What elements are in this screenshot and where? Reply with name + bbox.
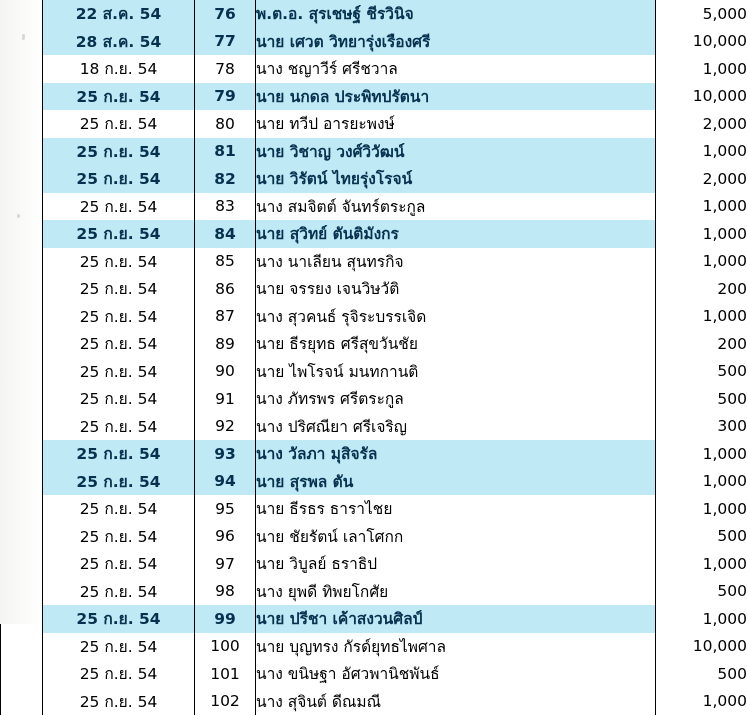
cell-name: นาย ปรีชา เค้าสงวนศิลป์ <box>256 605 656 633</box>
cell-number: 98 <box>195 578 256 606</box>
cell-date: 25 ก.ย. 54 <box>43 303 195 331</box>
table-row <box>1 495 747 523</box>
row-gutter <box>1 303 43 331</box>
cell-number: 85 <box>195 248 256 276</box>
cell-number: 84 <box>195 220 256 248</box>
row-gutter <box>1 138 43 166</box>
cell-number: 97 <box>195 550 256 578</box>
cell-amount: 2,000 <box>656 110 747 138</box>
cell-date: 25 ก.ย. 54 <box>43 440 195 468</box>
cell-date: 25 ก.ย. 54 <box>43 385 195 413</box>
table-row <box>1 220 747 248</box>
cell-name: นาย ไพโรจน์ มนทกานติ <box>256 358 656 386</box>
cell-date: 25 ก.ย. 54 <box>43 83 195 111</box>
cell-amount: 1,000 <box>656 688 747 715</box>
cell-number: 101 <box>195 660 256 688</box>
cell-name: นาง ชญาวีร์ ศรีชวาล <box>256 55 656 83</box>
cell-name: นาง นาเลียน สุนทรกิจ <box>256 248 656 276</box>
row-gutter <box>1 220 43 248</box>
table-row <box>1 275 747 303</box>
cell-name: นาย สุรพล ตัน <box>256 468 656 496</box>
cell-number: 100 <box>195 633 256 661</box>
cell-name: นาย วิบูลย์ ธราธิป <box>256 550 656 578</box>
cell-name: นาง ขนิษฐา อัศวพานิชพันธ์ <box>256 660 656 688</box>
row-gutter <box>1 248 43 276</box>
cell-name: นาง ภัทรพร ศรีตระกูล <box>256 385 656 413</box>
cell-name: นาย วิรัตน์ ไทยรุ่งโรจน์ <box>256 165 656 193</box>
cell-amount: 1,000 <box>656 303 747 331</box>
row-gutter <box>1 440 43 468</box>
cell-amount: 1,000 <box>656 55 747 83</box>
cell-number: 79 <box>195 83 256 111</box>
cell-amount: 300 <box>656 413 747 441</box>
row-gutter <box>1 0 43 28</box>
row-gutter <box>1 550 43 578</box>
cell-number: 90 <box>195 358 256 386</box>
cell-amount: 1,000 <box>656 138 747 166</box>
cell-number: 102 <box>195 688 256 715</box>
row-gutter <box>1 468 43 496</box>
cell-amount: 10,000 <box>656 83 747 111</box>
cell-date: 22 ส.ค. 54 <box>43 0 195 28</box>
cell-name: นาง สุจินต์ ดีณมณี <box>256 688 656 715</box>
row-gutter <box>1 193 43 221</box>
cell-number: 77 <box>195 28 256 56</box>
cell-name: นาง สมจิตต์ จันทร์ตระกูล <box>256 193 656 221</box>
row-gutter <box>1 275 43 303</box>
table-row <box>1 688 747 715</box>
cell-name: นาย บุญทรง กัรด์ยุทธไพศาล <box>256 633 656 661</box>
cell-name: นาย นกดล ประพิทปรัตนา <box>256 83 656 111</box>
cell-name: นาย ชัยรัตน์ เลาโศกก <box>256 523 656 551</box>
cell-name: นาย ธีรธร ธาราไชย <box>256 495 656 523</box>
cell-date: 28 ส.ค. 54 <box>43 28 195 56</box>
table-row <box>1 28 747 56</box>
cell-amount: 1,000 <box>656 440 747 468</box>
cell-date: 25 ก.ย. 54 <box>43 605 195 633</box>
table-row <box>1 440 747 468</box>
cell-amount: 1,000 <box>656 605 747 633</box>
cell-amount: 1,000 <box>656 248 747 276</box>
cell-number: 78 <box>195 55 256 83</box>
cell-date: 25 ก.ย. 54 <box>43 220 195 248</box>
table-row <box>1 0 747 28</box>
cell-name: นาย จรรยง เจนวิษวัติ <box>256 275 656 303</box>
table-row <box>1 138 747 166</box>
cell-amount: 500 <box>656 578 747 606</box>
cell-amount: 500 <box>656 358 747 386</box>
table-row <box>1 633 747 661</box>
row-gutter <box>1 358 43 386</box>
row-gutter <box>1 633 43 661</box>
cell-amount: 200 <box>656 275 747 303</box>
row-gutter <box>1 165 43 193</box>
cell-date: 25 ก.ย. 54 <box>43 358 195 386</box>
cell-date: 25 ก.ย. 54 <box>43 413 195 441</box>
cell-name: นาย เศวต วิทยารุ่งเรืองศรี <box>256 28 656 56</box>
cell-number: 92 <box>195 413 256 441</box>
table-row <box>1 248 747 276</box>
cell-number: 81 <box>195 138 256 166</box>
cell-amount: 10,000 <box>656 633 747 661</box>
cell-number: 93 <box>195 440 256 468</box>
cell-amount: 1,000 <box>656 193 747 221</box>
table-row <box>1 358 747 386</box>
row-gutter <box>1 83 43 111</box>
cell-name: นาง วัลภา มุสิจรัล <box>256 440 656 468</box>
row-gutter <box>1 330 43 358</box>
cell-name: พ.ต.อ. สุรเชษฐ์ ชีรวินิจ <box>256 0 656 28</box>
cell-date: 25 ก.ย. 54 <box>43 248 195 276</box>
cell-name: นาย วิชาญ วงศ์วิวัฒน์ <box>256 138 656 166</box>
row-gutter <box>1 688 43 715</box>
row-gutter <box>1 578 43 606</box>
table-row <box>1 83 747 111</box>
table-row <box>1 660 747 688</box>
cell-number: 91 <box>195 385 256 413</box>
table-row <box>1 578 747 606</box>
table-row <box>1 550 747 578</box>
cell-amount: 2,000 <box>656 165 747 193</box>
cell-amount: 1,000 <box>656 468 747 496</box>
row-gutter <box>1 605 43 633</box>
row-gutter <box>1 28 43 56</box>
cell-date: 25 ก.ย. 54 <box>43 523 195 551</box>
cell-amount: 500 <box>656 660 747 688</box>
cell-name: นาง สุวคนธ์ รุจิระบรรเจิด <box>256 303 656 331</box>
table-row <box>1 523 747 551</box>
cell-number: 82 <box>195 165 256 193</box>
cell-date: 25 ก.ย. 54 <box>43 468 195 496</box>
table-row <box>1 193 747 221</box>
cell-date: 18 ก.ย. 54 <box>43 55 195 83</box>
cell-number: 83 <box>195 193 256 221</box>
cell-name: นาง ยุพดี ทิพยโกศัย <box>256 578 656 606</box>
cell-amount: 1,000 <box>656 220 747 248</box>
cell-number: 96 <box>195 523 256 551</box>
cell-name: นาย ทวีป อารยะพงษ์ <box>256 110 656 138</box>
cell-number: 86 <box>195 275 256 303</box>
cell-date: 25 ก.ย. 54 <box>43 138 195 166</box>
cell-date: 25 ก.ย. 54 <box>43 578 195 606</box>
row-gutter <box>1 413 43 441</box>
cell-date: 25 ก.ย. 54 <box>43 660 195 688</box>
table-row <box>1 385 747 413</box>
row-gutter <box>1 110 43 138</box>
cell-date: 25 ก.ย. 54 <box>43 110 195 138</box>
cell-number: 94 <box>195 468 256 496</box>
row-gutter <box>1 385 43 413</box>
cell-date: 25 ก.ย. 54 <box>43 330 195 358</box>
cell-date: 25 ก.ย. 54 <box>43 495 195 523</box>
row-gutter <box>1 55 43 83</box>
table-row <box>1 110 747 138</box>
cell-amount: 1,000 <box>656 550 747 578</box>
cell-date: 25 ก.ย. 54 <box>43 275 195 303</box>
cell-number: 99 <box>195 605 256 633</box>
table-row <box>1 303 747 331</box>
row-gutter <box>1 495 43 523</box>
cell-date: 25 ก.ย. 54 <box>43 165 195 193</box>
row-gutter <box>1 523 43 551</box>
row-gutter <box>1 660 43 688</box>
cell-amount: 500 <box>656 385 747 413</box>
cell-number: 87 <box>195 303 256 331</box>
table-row <box>1 413 747 441</box>
cell-date: 25 ก.ย. 54 <box>43 688 195 715</box>
cell-name: นาง ปริศณียา ศรีเจริญ <box>256 413 656 441</box>
cell-name: นาย สุวิทย์ ตันติมังกร <box>256 220 656 248</box>
cell-date: 25 ก.ย. 54 <box>43 550 195 578</box>
cell-name: นาย ธีรยุทธ ศรีสุขวันชัย <box>256 330 656 358</box>
cell-number: 89 <box>195 330 256 358</box>
cell-amount: 5,000 <box>656 0 747 28</box>
cell-amount: 200 <box>656 330 747 358</box>
cell-amount: 10,000 <box>656 28 747 56</box>
cell-number: 76 <box>195 0 256 28</box>
cell-date: 25 ก.ย. 54 <box>43 633 195 661</box>
table-row <box>1 468 747 496</box>
table-row <box>1 165 747 193</box>
table-row <box>1 330 747 358</box>
cell-date: 25 ก.ย. 54 <box>43 193 195 221</box>
cell-amount: 1,000 <box>656 495 747 523</box>
table-row <box>1 605 747 633</box>
table-row <box>1 55 747 83</box>
cell-number: 80 <box>195 110 256 138</box>
cell-number: 95 <box>195 495 256 523</box>
cell-amount: 500 <box>656 523 747 551</box>
